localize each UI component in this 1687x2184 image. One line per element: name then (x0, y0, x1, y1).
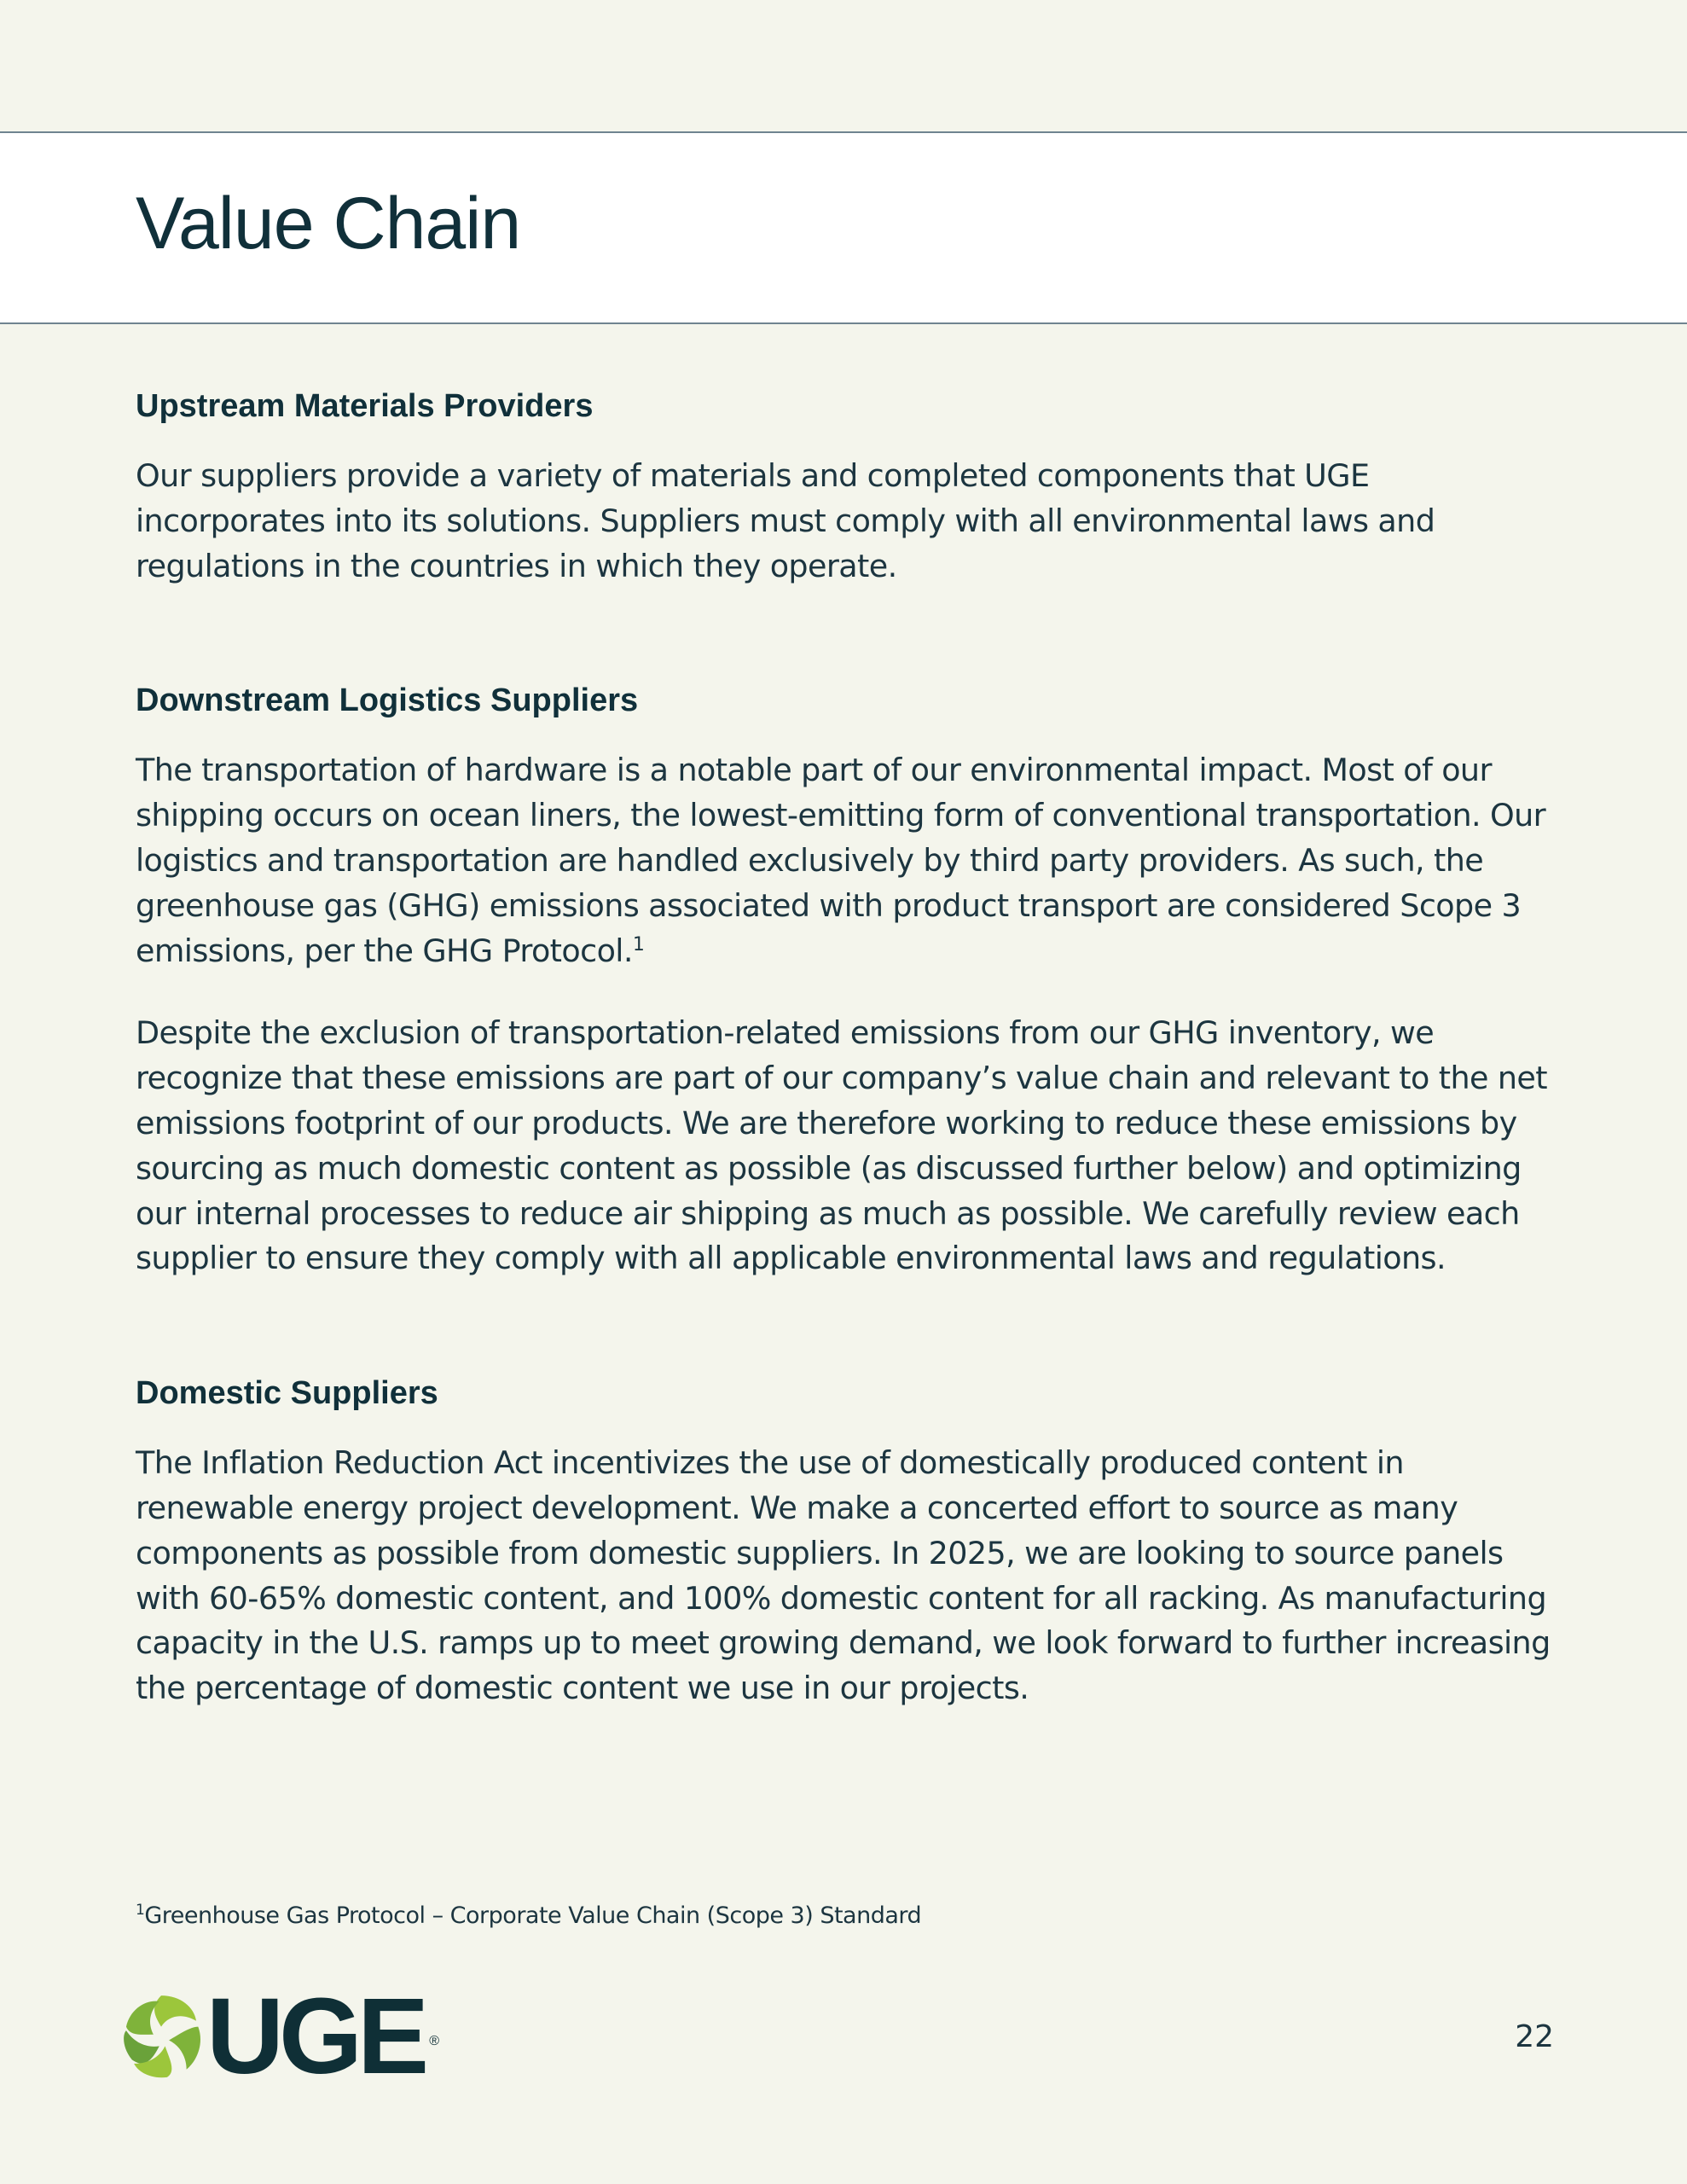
section-domestic-suppliers (136, 1371, 1551, 1711)
main-content (136, 384, 1551, 1711)
registered-mark: ® (429, 2034, 440, 2048)
section-downstream-logistics (136, 678, 1551, 1281)
paragraph: Despite the exclusion of transportation-related emissions from our GHG inventory, we recognize that these emissions are part of our company’s value chain and relevant to the net emissions footprint of our products. We are therefore working to reduce these emissions by sourcing as much domestic content as possible (as discussed further below) and optimizing our internal processes to reduce air shipping as much as possible. We carefully review each supplier to ensure they comply with all applicable environmental laws and regulations. (136, 1014, 1547, 1277)
page-number: 22 (1515, 2019, 1554, 2054)
paragraph: Our suppliers provide a variety of materials and completed components that UGE incorporates into its solutions. Suppliers must comply with all environmental laws and regulations in the countries in which they operate. (136, 457, 1435, 584)
footnote-marker: 1 (136, 1902, 145, 1919)
paragraph (136, 748, 1551, 973)
uge-logo (113, 1976, 440, 2096)
page-title: Value Chain (136, 183, 521, 264)
section-heading: Domestic Suppliers (136, 1375, 438, 1412)
footnote (136, 1899, 921, 1933)
leaf-swirl-icon (113, 1988, 210, 2085)
logo-wordmark: UGE ® (206, 1976, 440, 2096)
section-heading: Upstream Materials Providers (136, 388, 594, 424)
paragraph: The Inflation Reduction Act incentivizes the use of domestically produced content in renewable energy project development. We make a concerted effort to source as many components as possible from domestic suppliers. In 2025, we are looking to source panels with 60-65% domestic content, and 100% domestic content for all racking. As manufacturing capacity in the U.S. ramps up to meet growing demand, we look forward to further increasing the percentage of domestic content we use in our projects. (136, 1444, 1551, 1707)
paragraph-text: The transportation of hardware is a notable part of our environmental impact. Most of our shipping occurs on ocean liners, the lowest-emitting form of conventional transportation. Our logistics and transportation are handled exclusively by third party providers. As such, the greenhouse gas (GHG) emissions associated with product transport are considered Scope 3 emissions, per the GHG Protocol. (136, 752, 1546, 969)
footnote-reference: 1 (632, 933, 645, 956)
footnote-text: Greenhouse Gas Protocol – Corporate Value Chain (Scope 3) Standard (144, 1902, 922, 1929)
section-heading: Downstream Logistics Suppliers (136, 682, 639, 719)
section-upstream-materials (136, 384, 1551, 589)
